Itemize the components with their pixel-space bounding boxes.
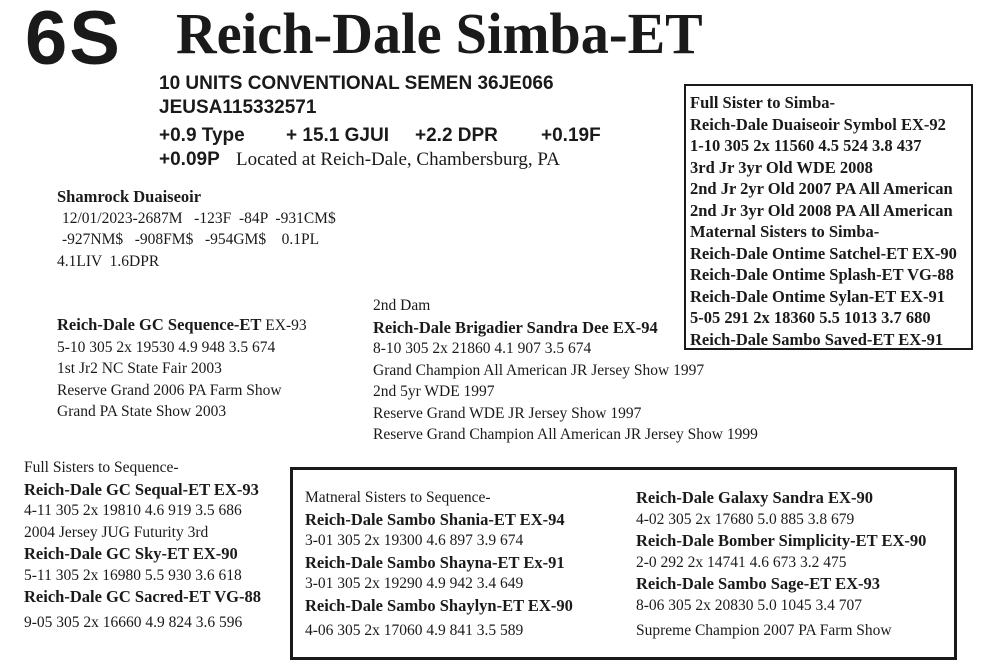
sister-record: 8-06 305 2x 20830 5.0 1045 3.4 707 xyxy=(636,596,863,614)
sister-record: 4-02 305 2x 17680 5.0 885 3.8 679 xyxy=(636,510,855,528)
sire-proof-line: 4.1LIV 1.6DPR xyxy=(57,252,160,270)
sister-record: 5-11 305 2x 16980 5.5 930 3.6 618 xyxy=(24,566,242,584)
sister-name: Reich-Dale Sambo Shania-ET EX-94 xyxy=(305,509,565,529)
type-value: +0.9 Type xyxy=(159,125,245,146)
dam-name: Reich-Dale GC Sequence-ET xyxy=(57,315,262,334)
sister-name: Reich-Dale Galaxy Sandra EX-90 xyxy=(636,488,873,507)
sister-name: Reich-Dale Sambo Sage-ET EX-93 xyxy=(636,574,880,593)
box-line: 2nd Jr 3yr Old 2008 PA All American xyxy=(690,200,953,220)
second-dam-line: 2nd 5yr WDE 1997 xyxy=(373,383,495,400)
dam-block xyxy=(57,314,307,423)
registration-number: JEUSA115332571 xyxy=(159,97,317,118)
fat-value: +0.19F xyxy=(541,125,601,146)
full-sisters-sequence-block xyxy=(24,457,261,633)
box-line: 2nd Jr 2yr Old 2007 PA All American xyxy=(690,179,953,198)
sister-name: Reich-Dale Bomber Simplicity-ET EX-90 xyxy=(636,531,927,550)
box-line: 1-10 305 2x 11560 4.5 524 3.8 437 xyxy=(690,136,922,155)
sire-proof-line: 12/01/2023-2687M -123F -84P -931CM$ xyxy=(62,209,336,227)
second-dam-line: Reserve Grand Champion All American JR Jersey Show 1999 xyxy=(373,426,758,443)
box-line: Reich-Dale Ontime Sylan-ET EX-91 xyxy=(690,286,945,306)
box-line: Reich-Dale Ontime Splash-ET VG-88 xyxy=(690,265,954,284)
second-dam-line: 8-10 305 2x 21860 4.1 907 3.5 674 xyxy=(373,340,592,357)
box-line: 5-05 291 2x 18360 5.5 1013 3.7 680 xyxy=(690,308,931,327)
location-text: Located at Reich-Dale, Chambersburg, PA xyxy=(236,149,560,170)
second-dam-block xyxy=(373,295,758,446)
sister-record: 4-11 305 2x 19810 4.6 919 3.5 686 xyxy=(24,502,242,519)
gjui-value: + 15.1 GJUI xyxy=(286,125,389,146)
second-dam-line: Grand Champion All American JR Jersey Show 1997 xyxy=(373,361,705,379)
box-line: Full Sister to Simba- xyxy=(690,93,835,112)
sister-record: 4-06 305 2x 17060 4.9 841 3.5 589 xyxy=(305,622,524,639)
sister-record: 9-05 305 2x 16660 4.9 824 3.6 596 xyxy=(24,613,243,631)
sister-record: 3-01 305 2x 19290 4.9 942 3.4 649 xyxy=(305,575,524,592)
protein-value: +0.09P xyxy=(159,149,220,170)
second-dam-line: Reserve Grand WDE JR Jersey Show 1997 xyxy=(373,404,642,422)
sister-record: 2004 Jersey JUG Futurity 3rd xyxy=(24,523,209,541)
second-dam-name: Reich-Dale Brigadier Sandra Dee EX-94 xyxy=(373,317,658,337)
sister-name: Reich-Dale GC Sequal-ET EX-93 xyxy=(24,479,259,499)
box-line: Reich-Dale Sambo Saved-ET EX-91 xyxy=(690,329,944,349)
box-line: Maternal Sisters to Simba- xyxy=(690,222,880,241)
dam-score: EX-93 xyxy=(261,317,307,334)
sister-record: 2-0 292 2x 14741 4.6 673 3.2 475 xyxy=(636,553,847,571)
lot-number: 6S xyxy=(25,0,122,81)
sire-proof-line: -927NM$ -908FM$ -954GM$ 0.1PL xyxy=(62,231,320,248)
sire-block xyxy=(57,186,336,272)
sister-name: Reich-Dale GC Sky-ET EX-90 xyxy=(24,544,238,563)
sister-name: Reich-Dale Sambo Shayna-ET Ex-91 xyxy=(305,552,565,572)
dam-line: 5-10 305 2x 19530 4.9 948 3.5 674 xyxy=(57,338,276,356)
sister-record: 3-01 305 2x 19300 4.6 897 3.9 674 xyxy=(305,532,524,549)
dam-line: Reserve Grand 2006 PA Farm Show xyxy=(57,381,282,399)
show-note: Supreme Champion 2007 PA Farm Show xyxy=(636,622,892,639)
dam-line: Grand PA State Show 2003 xyxy=(57,403,227,420)
maternal-sisters-left xyxy=(305,487,573,642)
box-line: 3rd Jr 3yr Old WDE 2008 xyxy=(690,157,873,177)
sire-name: Shamrock Duaiseoir xyxy=(57,187,202,206)
dpr-value: +2.2 DPR xyxy=(415,125,498,146)
maternal-sisters-right xyxy=(636,487,926,642)
bull-name: Reich-Dale Simba-ET xyxy=(176,1,703,66)
maternal-sisters-label: Matneral Sisters to Sequence- xyxy=(305,489,491,506)
semen-units-line: 10 UNITS CONVENTIONAL SEMEN 36JE066 xyxy=(159,73,554,94)
box-line: Reich-Dale Ontime Satchel-ET EX-90 xyxy=(690,243,957,263)
full-sisters-label: Full Sisters to Sequence- xyxy=(24,459,179,476)
maternal-sisters-box xyxy=(290,467,957,660)
sister-name: Reich-Dale GC Sacred-ET VG-88 xyxy=(24,587,261,606)
sister-name: Reich-Dale Sambo Shaylyn-ET EX-90 xyxy=(305,595,573,615)
dam-line: 1st Jr2 NC State Fair 2003 xyxy=(57,360,222,377)
box-line: Reich-Dale Duaiseoir Symbol EX-92 xyxy=(690,114,946,134)
second-dam-label: 2nd Dam xyxy=(373,297,431,314)
